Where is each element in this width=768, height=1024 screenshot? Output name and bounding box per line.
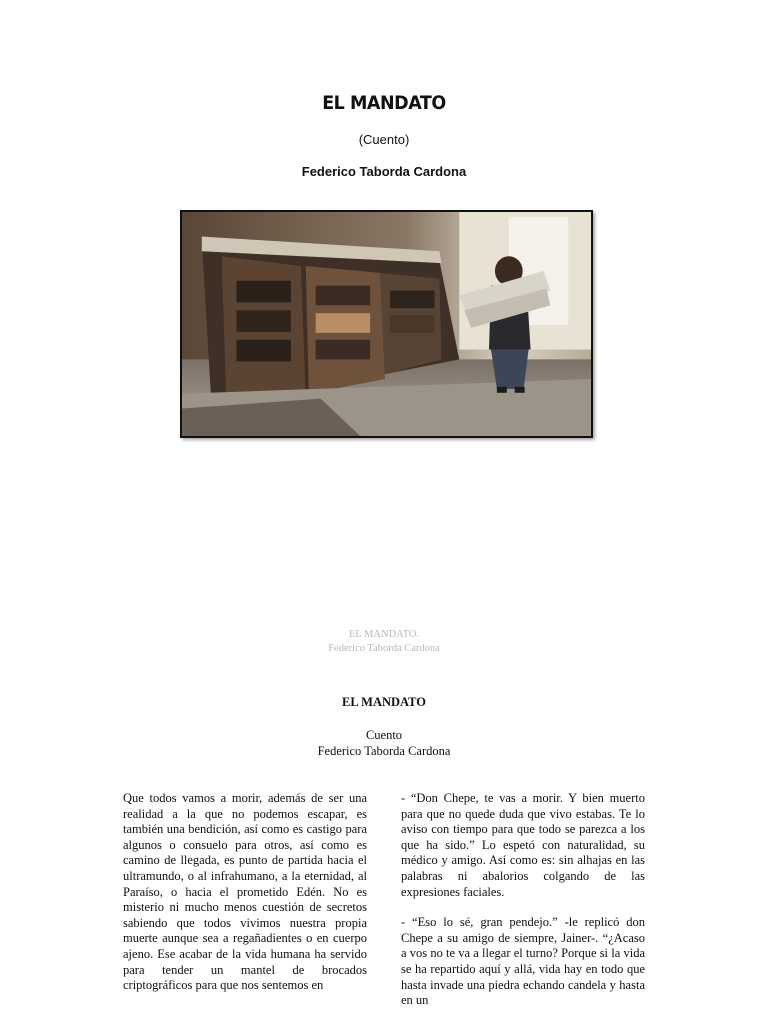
cover-title: EL MANDATO — [322, 92, 446, 114]
story-subtitle: Cuento — [365, 728, 403, 742]
cover-subtitle: (Cuento) — [358, 132, 410, 147]
running-header-title: EL MANDATO. — [349, 629, 419, 640]
story-title: EL MANDATO — [342, 695, 426, 709]
running-header — [0, 628, 768, 656]
body-paragraph: Que todos vamos a morir, además de ser una realidad a la que no podemos escapar, es también una bendición, así como es castigo para algunos o consuelo para otros, así como es camino de llegada, es punto de partida hacia el ultramundo, o al infrahumano, a la eternidad, al Paraíso, o hacia el prometido Edén. No es misterio ni mucho menos cuestión de secretos sabiendo que todos vivimos nuestra propia muerte aunque sea a regañadientes o en cuerpo ajeno. Ese acabar de la vida humana ha servido para tender un mantel de brocados criptográficos para que nos sentemos en — [123, 791, 367, 993]
body-paragraph: - “Eso lo sé, gran pendejo.” -le replicó don Chepe a su amigo de siempre, Jainer-. “¿Acaso a vos no te va a llegar el turno? Porque si la vida se ha repartido aquí y allá, vida hay en todo que hasta invade una piedra echando candela y hasta en un — [401, 915, 645, 1008]
body-paragraph: - “Don Chepe, te vas a morir. Y bien muerto para que no quede duda que vivo estabas. Te lo aviso con tiempo para que todo se parezca a los que ha sido.” Lo espetó con naturalidad, su médico y amigo. Así como es: sin alhajas en las palabras ni abalorios colgando de las expresiones faciales. — [401, 791, 645, 899]
story-author: Federico Taborda Cardona — [317, 744, 451, 758]
body-right-column — [401, 791, 645, 1024]
cover-author: Federico Taborda Cardona — [301, 164, 467, 179]
cover-photo-illustration — [182, 212, 591, 436]
body-left-column — [123, 791, 367, 1024]
cover-photo — [180, 210, 593, 438]
running-header-author: Federico Taborda Cardona — [328, 643, 440, 654]
